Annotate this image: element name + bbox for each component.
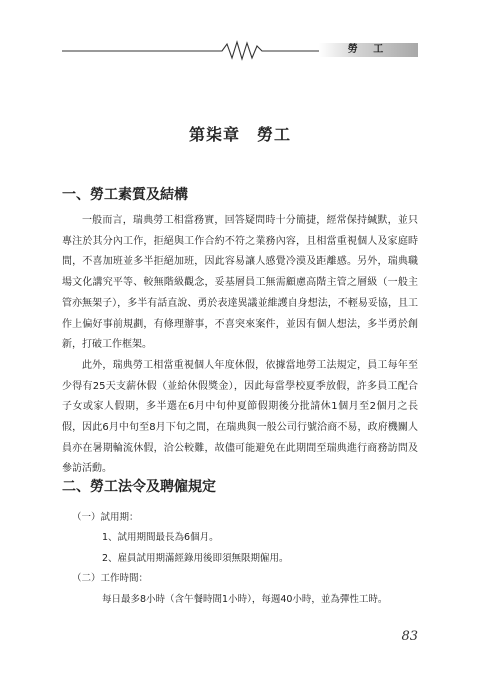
list-item: （二）工作時間： — [72, 573, 149, 584]
paragraph: 一般而言，瑞典勞工相當務實，回答疑問時十分簡捷，經常保持緘默，並只專注於其分內工作，拒絕與工作合約不符之業務內容，且相當重視個人及家庭時間，不喜加班並多半拒絕加班，因此容易讓人感覺冷漠及距離感。另外，瑞典職場文化講究平等、較無階級觀念，妥基層員工無需顧慮高階主管之層級（一般主管亦無架子），多半有話直說、勇於表達異議並維護自身想法，不輕易妥協，且工作上偏好事前規劃，有條理辦事，不喜突來案件，並因有個人想法，多半勇於創新，打破工作框架。 — [62, 215, 418, 351]
list-item: 每日最多8小時（含午餐時間1小時），每週40小時，並為彈性工時。 — [102, 594, 388, 605]
list-item: 1、試用期間最長為6個月。 — [102, 532, 219, 543]
running-header — [62, 38, 418, 62]
chapter-title: 第柒章 勞工 — [188, 125, 291, 144]
paragraph: 此外，瑞典勞工相當重視個人年度休假，依據當地勞工法規定，員工每年至少得有25天支薪休假（並給休假獎金），因此每當學校夏季放假，許多員工配合子女或家人假期，多半選在6月中旬仲夏節假期後分批請休1個月至2個月之長假，因此6月中旬至8月下旬之間，在瑞典與一般公司行號洽商不易，政府機關人員亦在暑期輪流休假，洽公較難，故儘可能避免在此期間至瑞典進行商務訪問及參訪活動。 — [62, 359, 418, 475]
list-item: （一）試用期： — [72, 512, 139, 523]
running-header-tag: 勞 工 — [319, 43, 418, 57]
section-body — [62, 211, 418, 480]
page-number: 83 — [401, 629, 418, 644]
section-title: 二、勞工法令及聘僱規定 — [62, 479, 216, 495]
list-item: 2、雇員試用期滿經錄用後即須無限期僱用。 — [102, 553, 289, 564]
section-title: 一、勞工素質及結構 — [62, 187, 188, 203]
